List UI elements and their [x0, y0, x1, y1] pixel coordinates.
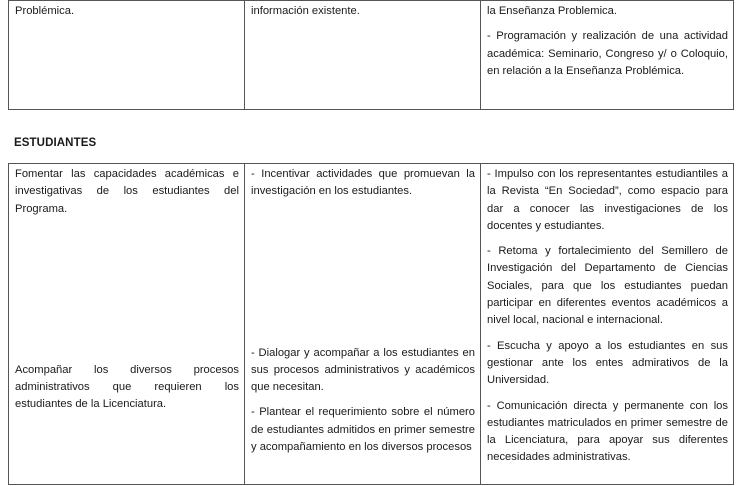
action-text: - Retoma y fortalecimiento del Semillero de Investigación del Departamento de Ciencias Sociales, para que los estudiantes puedan participar en diferentes eventos académicos a nivel local, nacional e internacional.: [487, 245, 728, 327]
table-cell: [9, 164, 245, 485]
action-text: - Comunicación directa y permanente con los estudiantes matriculados en primer semestre de la Licenciatura, para apoyar sus diferentes necesidades administrativas.: [487, 399, 728, 464]
activity-text: - Plantear el requerimiento sobre el número de estudiantes admitidos en primer semestre y acompañamiento en los diversos procesos: [251, 406, 475, 454]
table-cell: [245, 1, 481, 110]
table-cell: [481, 1, 734, 110]
cell-text: Problémica.: [15, 5, 75, 17]
cell-text: - Programación y realización de una actividad académica: Seminario, Congreso y/ o Coloquio, en relación a la Enseñanza Problémica.: [487, 30, 728, 77]
objective-text: Acompañar los diversos procesos administrativos que requieren los estudiantes de la Licenciatura.: [15, 363, 239, 411]
action-text: - Escucha y apoyo a los estudiantes en sus gestionar ante los entes admirativos de la Universidad.: [487, 339, 728, 387]
table-cell: [245, 164, 481, 485]
table-row: [9, 1, 734, 110]
spacer: [15, 218, 239, 362]
cell-text: información existente.: [251, 5, 360, 17]
plan-table-students: [8, 163, 734, 485]
table-row: [9, 164, 734, 485]
activity-text: - Incentivar actividades que promuevan la investigación en los estudiantes.: [251, 168, 475, 198]
cell-text: la Enseñanza Problemica.: [487, 5, 617, 17]
table-cell: [9, 1, 245, 110]
action-text: - Impulso con los representantes estudiantiles a la Revista “En Sociedad”, como espacio para dar a conocer las investigaciones de los docentes y estudiantes.: [487, 168, 728, 232]
section-title: ESTUDIANTES: [14, 137, 97, 149]
objective-text: Fomentar las capacidades académicas e investigativas de los estudiantes del Programa.: [15, 168, 239, 215]
table-cell: [481, 164, 734, 485]
spacer: [251, 201, 475, 345]
plan-table-top: [8, 0, 734, 110]
activity-text: - Dialogar y acompañar a los estudiantes en sus procesos administrativos y académicos que necesitan.: [251, 346, 475, 394]
